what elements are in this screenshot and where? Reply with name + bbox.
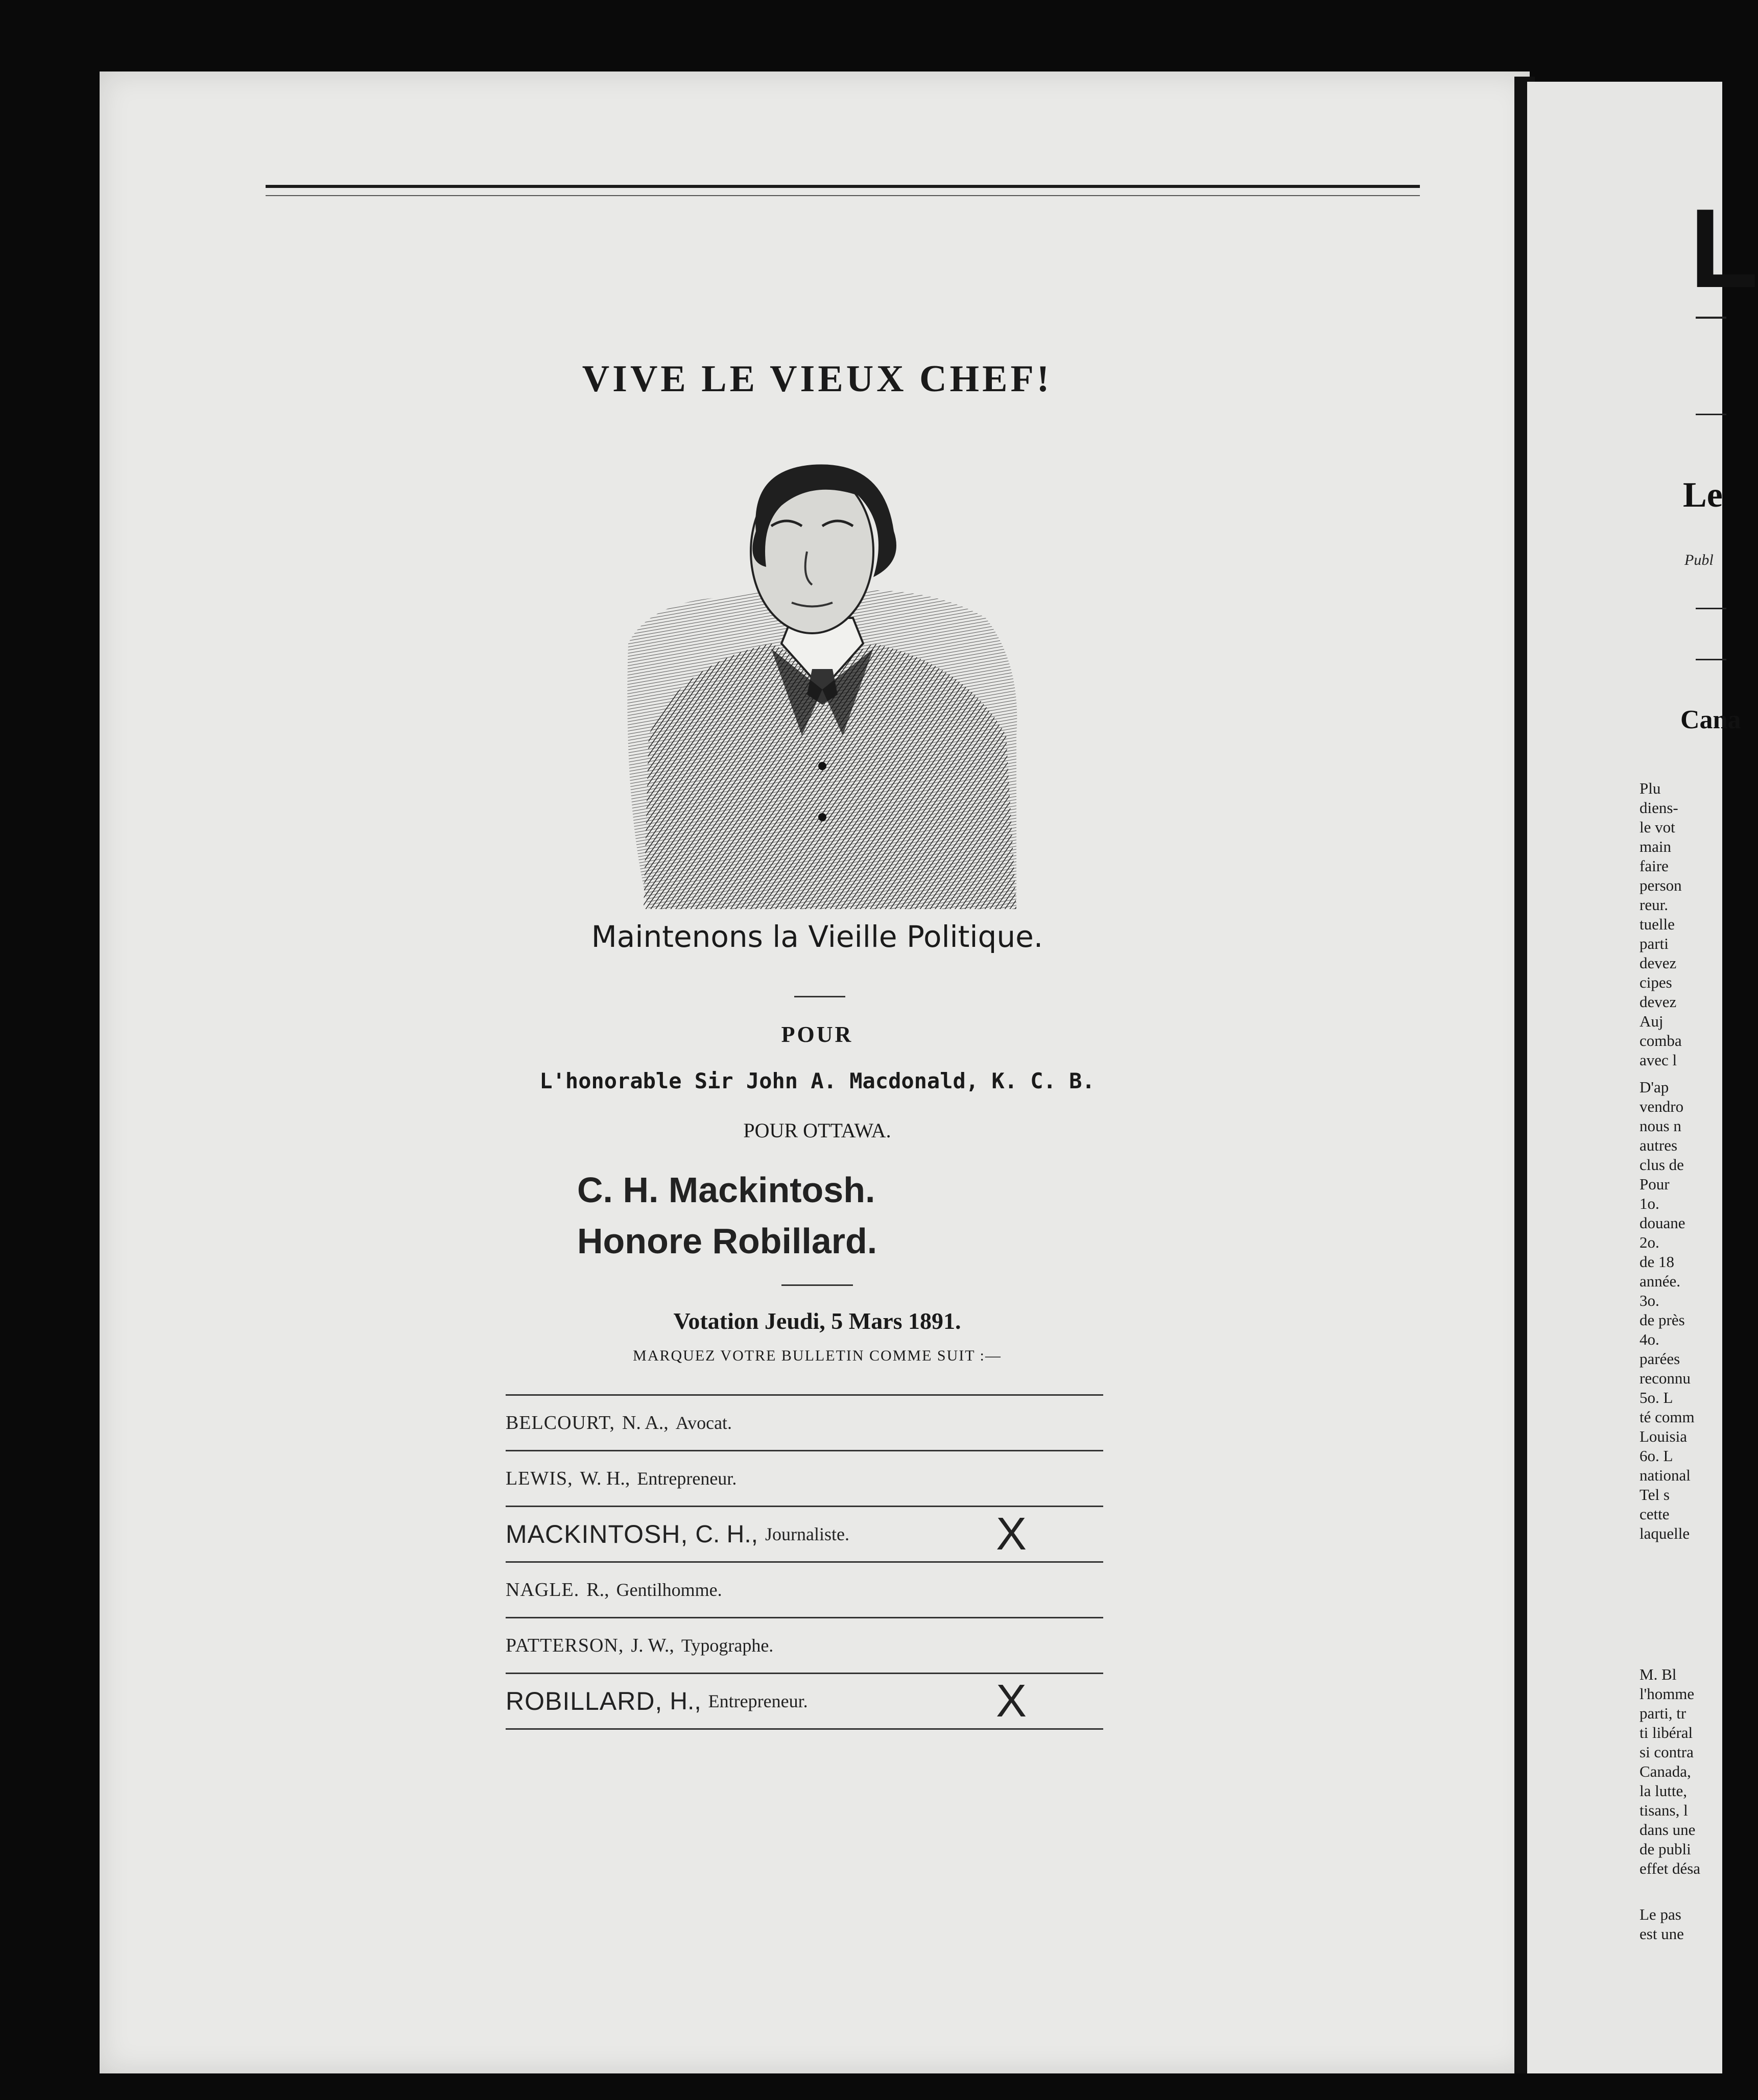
column-text-line: effet désa [1640,1859,1701,1877]
masthead-letter: L [1690,185,1758,311]
ballot-surname: ROBILLARD, [506,1687,663,1715]
section-rule-2 [1696,659,1726,660]
ballot-occupation: Entrepreneur. [637,1468,737,1489]
column-text-line: nous n [1640,1117,1681,1135]
headline: VIVE LE VIEUX CHEF! [582,358,1053,400]
riding-line: POUR OTTAWA. [743,1119,891,1142]
column-text-line: 1o. [1640,1195,1659,1212]
column-text-line: dans une [1640,1821,1696,1839]
column-text-line: Pour [1640,1175,1670,1193]
column-text-line: tisans, l [1640,1801,1688,1819]
column-text-line: Le pas [1640,1905,1681,1923]
column-text-line: est une [1640,1925,1684,1943]
column-text-line: l'homme [1640,1685,1695,1703]
column-text-block-3 [1640,1665,1742,1878]
column-text-line: reconnu [1640,1369,1691,1387]
section-heading-fragment: Cana [1680,705,1741,734]
column-text-line: té comm [1640,1408,1695,1426]
pour-label: POUR [781,1022,853,1047]
ballot-initials: R., [586,1579,609,1601]
column-text-line: autres [1640,1136,1678,1154]
column-text-line: M. Bl [1640,1665,1677,1683]
ballot-surname: NAGLE. [506,1579,580,1601]
divider-rule-2 [781,1284,853,1286]
ballot-occupation: Typographe. [681,1635,774,1656]
vote-date: Votation Jeudi, 5 Mars 1891. [673,1308,961,1334]
divider-rule [794,996,845,997]
column-text-line: la lutte, [1640,1782,1687,1800]
column-text-line: person [1640,876,1682,894]
column-text-line: parti, tr [1640,1704,1686,1722]
column-text-line: cette [1640,1505,1670,1523]
paper-title-fragment: Le [1683,475,1723,515]
ballot-initials: H., [670,1687,701,1715]
column-text-line: cipes [1640,973,1672,991]
ballot-row [506,1507,1103,1563]
ballot-surname: MACKINTOSH, [506,1520,688,1548]
column-text-line: de près [1640,1311,1685,1329]
column-text-line: devez [1640,954,1677,972]
ballot-row [506,1618,1103,1674]
portrait-engraving [618,449,1027,924]
column-text-block-2 [1640,1078,1742,1543]
ballot-occupation: Avocat. [675,1413,732,1433]
ballot-surname: BELCOURT, [506,1412,615,1434]
column-text-line: faire [1640,857,1669,875]
column-text-line: Plu [1640,779,1661,797]
column-text-block-4 [1640,1905,1742,1944]
column-text-line: année. [1640,1272,1681,1290]
candidate-names [577,1164,1088,1267]
column-text-line: 6o. L [1640,1447,1673,1465]
ballot-initials: N. A., [622,1412,669,1434]
column-text-line: comba [1640,1032,1682,1049]
column-text-line: Auj [1640,1012,1664,1030]
masthead-rule [1696,317,1726,319]
column-text-line: devez [1640,993,1677,1011]
top-double-rule [266,185,1420,196]
column-text-block-1 [1640,779,1742,1070]
candidate-2: Honore Robillard. [577,1221,877,1261]
column-text-line: Louisia [1640,1427,1687,1445]
ballot-row [506,1451,1103,1507]
column-text-line: laquelle [1640,1524,1690,1542]
column-text-line: 4o. [1640,1330,1659,1348]
column-text-line: parées [1640,1350,1680,1368]
column-text-line: le vot [1640,818,1675,836]
ballot-row [506,1674,1103,1730]
ballot-occupation: Entrepreneur. [708,1691,808,1711]
column-text-line: de publi [1640,1840,1691,1858]
column-text-line: vendro [1640,1097,1684,1115]
column-text-line: 5o. L [1640,1389,1673,1406]
column-text-line: main [1640,838,1671,855]
column-text-line: D'ap [1640,1078,1669,1096]
right-page [1527,82,1758,2073]
ballot-row [506,1394,1103,1451]
publication-note-fragment: Publ [1684,552,1714,568]
column-text-line: parti [1640,935,1669,952]
ballot-surname: LEWIS, [506,1468,573,1489]
column-text-line: avec l [1640,1051,1677,1069]
ballot-row [506,1563,1103,1618]
column-text-line: reur. [1640,896,1668,914]
caption: Maintenons la Vieille Politique. [591,919,1043,954]
section-rule [1696,608,1726,609]
column-text-line: si contra [1640,1743,1694,1761]
column-text-line: tuelle [1640,915,1675,933]
ballot-occupation: Gentilhomme. [616,1580,722,1600]
column-text-line: ti libéral [1640,1724,1693,1741]
column-text-line: 3o. [1640,1292,1659,1309]
ballot-occupation: Journaliste. [765,1524,849,1544]
ballot-surname: PATTERSON, [506,1635,624,1656]
honoree-line: L'honorable Sir John A. Macdonald, K. C. B. [539,1068,1095,1093]
column-text-line: national [1640,1466,1691,1484]
column-text-line: clus de [1640,1156,1684,1174]
masthead-rule-2 [1696,414,1726,415]
column-text-line: 2o. [1640,1233,1659,1251]
column-text-line: Canada, [1640,1762,1691,1780]
column-text-line: Tel s [1640,1486,1670,1504]
ballot-mark: X [996,1676,1027,1727]
candidate-1: C. H. Mackintosh. [577,1170,875,1210]
ballot-mark: X [996,1509,1027,1560]
ballot-initials: W. H., [580,1468,630,1489]
sample-ballot [506,1394,1103,1730]
column-text-line: de 18 [1640,1253,1675,1271]
column-text-line: diens- [1640,799,1678,817]
ballot-initials: J. W., [631,1635,674,1656]
ballot-initials: C. H., [695,1520,758,1548]
ballot-instruction: MARQUEZ VOTRE BULLETIN COMME SUIT :— [633,1347,1002,1364]
column-text-line: douane [1640,1214,1685,1232]
